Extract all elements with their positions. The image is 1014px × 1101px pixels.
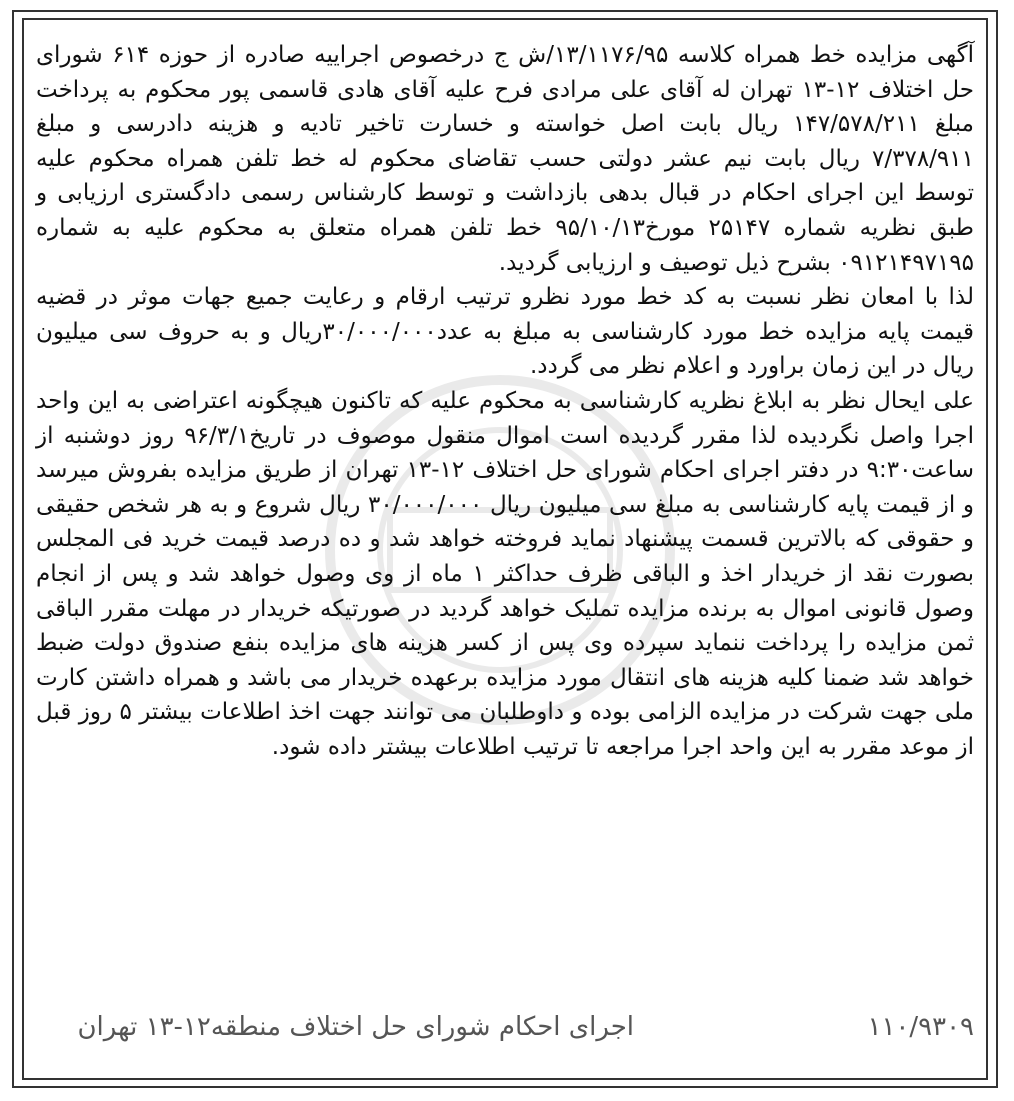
- notice-paragraph-valuation: لذا با امعان نظر نسبت به کد خط مورد نظرو ترتیب ارقام و رعایت جمیع جهات موثر در قضیه قیمت پایه مزایده خط مورد کارشناسی به مبلغ به عدد۳۰/۰۰۰/۰۰۰ریال و به حروف سی میلیون ریال در این زمان براورد و اعلام نظر می گردد.: [36, 284, 974, 380]
- notice-paragraph-auction-terms: علی ایحال نظر به ابلاغ نظریه کارشناسی به محکوم علیه که تاکنون هیچگونه اعتراضی به این واحد اجرا واصل نگردیده لذا مقرر گردیده است اموال منقول موصوف در تاریخ۹۶/۳/۱ روز دوشنبه از ساعت۹:۳۰ در دفتر اجرای احکام شورای حل اختلاف ۱۲-۱۳ تهران از طریق مزایده بفروش میرسد و از قیمت پایه کارشناسی به مبلغ سی میلیون ریال ۳۰/۰۰۰/۰۰۰ ریال شروع و به هر شخص حقیقی و حقوقی که بالاترین قسمت پیشنهاد نماید فروخته خواهد شد و ده درصد قیمت خرید فی المجلس بصورت نقد از خریدار اخذ و الباقی ظرف حداکثر ۱ ماه از وی وصول خواهد شد و پس از انجام وصول قانونی اموال به برنده مزایده تملیک خواهد گردید در صورتیکه خریدار در مهلت مقرر الباقی ثمن مزایده را پرداخت ننماید سپرده وی پس از کسر هزینه های مزایده بنفع صندوق دولت ضبط خواهد شد ضمنا کلیه هزینه های انتقال مورد مزایده برعهده خریدار می باشد و همراه داشتن کارت ملی جهت شرکت در مزایده الزامی بوده و داوطلبان می توانند جهت اخذ اطلاعات بیشتر ۵ روز قبل از موعد مقرر به این واحد اجرا مراجعه تا ترتیب اطلاعات بیشتر داده شود.: [36, 387, 975, 760]
- notice-footer: [36, 1012, 974, 1052]
- notice-paragraph-intro: آگهی مزایده خط همراه کلاسه ۱۳/۱۱۷۶/۹۵/ش ج درخصوص اجراییه صادره از حوزه ۶۱۴ شورای حل اختلاف ۱۲-۱۳ تهران له آقای علی مرادی فرح علیه آقای هادی قاسمی پور محکوم به پرداخت مبلغ ۱۴۷/۵۷۸/۲۱۱ ریال بابت اصل خواسته و خسارت تاخیر تادیه و هزینه دادرسی و مبلغ ۷/۳۷۸/۹۱۱ ریال بابت نیم عشر دولتی حسب تقاضای محکوم له خط تلفن همراه محکوم علیه توسط این اجرای احکام در قبال بدهی بازداشت و توسط کارشناس رسمی دادگستری ارزیابی و طبق نظریه شماره ۲۵۱۴۷ مورخ۹۵/۱۰/۱۳ خط تلفن همراه متعلق به محکوم علیه به شماره ۰۹۱۲۱۴۹۷۱۹۵ بشرح ذیل توصیف و ارزیابی گردید.: [36, 42, 974, 276]
- issuer-signature: اجرای احکام شورای حل اختلاف منطقه۱۲-۱۳ تهران: [77, 1012, 634, 1042]
- notice-body: [36, 38, 974, 764]
- notice-code: ۱۱۰/۹۳۰۹: [867, 1012, 974, 1042]
